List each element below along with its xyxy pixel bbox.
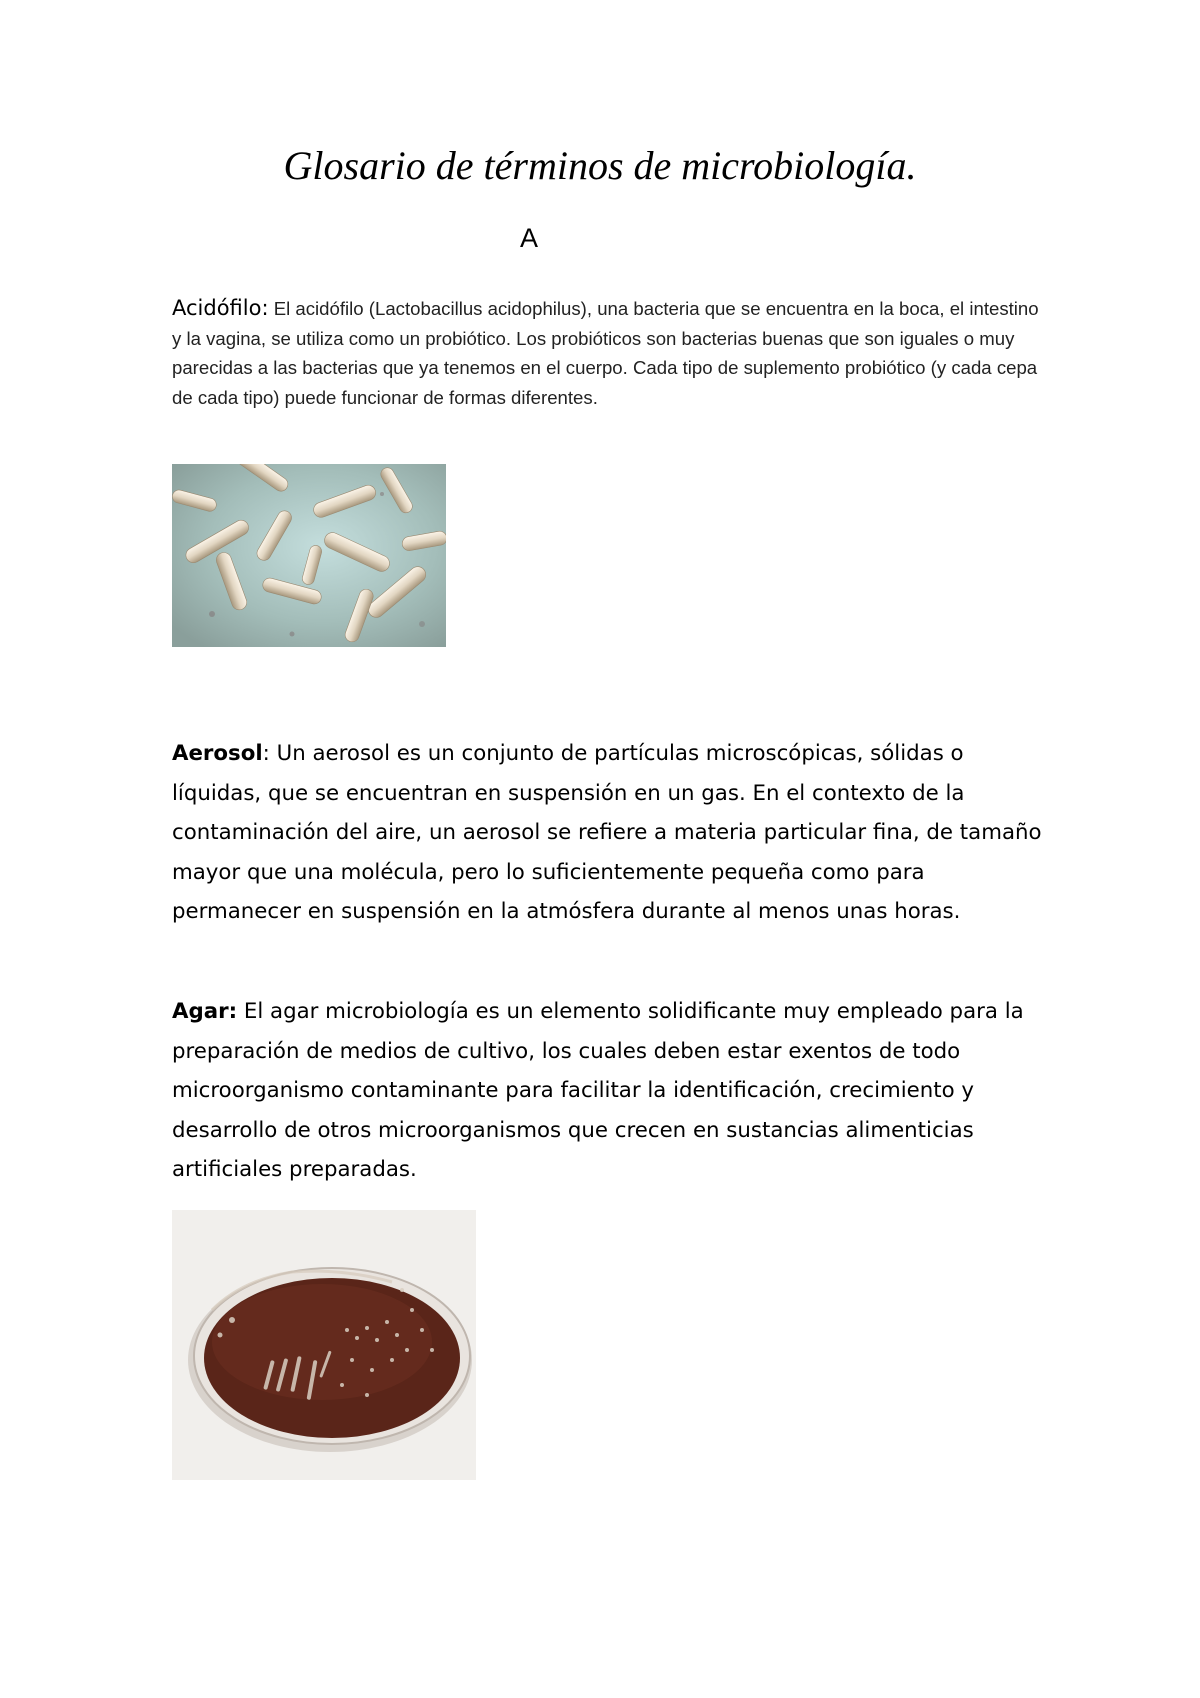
section-letter: A	[520, 223, 539, 253]
bacteria-photo-icon	[172, 464, 446, 647]
entry-term: Agar:	[172, 999, 238, 1024]
glossary-entry-agar	[172, 992, 1052, 1190]
entry-definition: El acidófilo (Lactobacillus acidophilus), una bacteria que se encuentra en la boca, el intestino y la vagina, se utiliza como un probiótico. Los probióticos son bacterias buenas que son iguales o muy parecidas a las bacterias que ya tenemos en el cuerpo. Cada tipo de suplemento probiótico (y cada cepa de cada tipo) puede funcionar de formas diferentes.	[172, 298, 1039, 408]
glossary-entry-aerosol	[172, 734, 1052, 932]
petri-dish-photo-icon	[172, 1210, 476, 1480]
page-title: Glosario de términos de microbiología.	[283, 143, 917, 188]
agar-plate-image	[172, 1210, 476, 1480]
entry-definition: : Un aerosol es un conjunto de partículas microscópicas, sólidas o líquidas, que se encuentran en suspensión en un gas. En el contexto de la contaminación del aire, un aerosol se refiere a materia particular fina, de tamaño mayor que una molécula, pero lo suficientemente pequeña como para permanecer en suspensión en la atmósfera durante al menos unas horas.	[172, 741, 1042, 924]
glossary-entry-acidofilo	[172, 294, 1052, 412]
entry-term: Acidófilo:	[172, 296, 269, 320]
entry-definition: El agar microbiología es un elemento solidificante muy empleado para la preparación de medios de cultivo, los cuales deben estar exentos de todo microorganismo contaminante para facilitar la identificación, crecimiento y desarrollo de otros microorganismos que crecen en sustancias alimenticias artificiales preparadas.	[172, 999, 1024, 1182]
entry-term: Aerosol	[172, 741, 263, 766]
bacteria-image	[172, 464, 446, 647]
